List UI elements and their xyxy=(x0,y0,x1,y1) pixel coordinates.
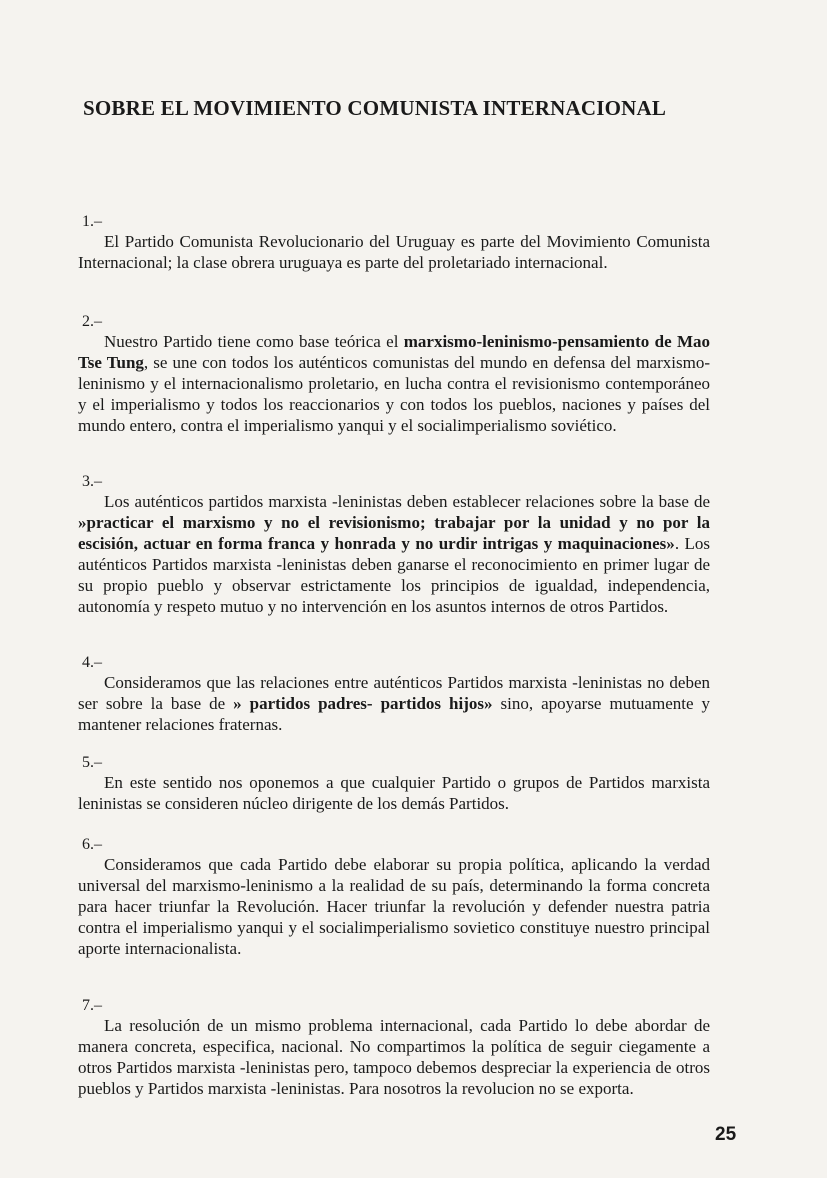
bold-text: »practicar el marxismo y no el revisionismo; trabajar por la unidad y no por la escisión, actuar en forma franca y honrada y no urdir intrigas y maquinaciones» xyxy=(78,513,710,553)
section-2 xyxy=(78,313,710,436)
section-paragraph xyxy=(78,672,710,735)
section-number: 5.– xyxy=(82,754,102,771)
section-paragraph xyxy=(78,772,710,814)
section-number: 4.– xyxy=(82,654,102,671)
text-run: Consideramos que las relaciones entre auténticos Partidos marxista -leninistas no deben ser sobre la base de xyxy=(78,673,710,713)
section-7 xyxy=(78,997,710,1099)
section-number: 6.– xyxy=(82,836,102,853)
text-run: , se une con todos los auténticos comunistas del mundo en defensa del marxismo-leninismo y el internacionalismo proletario, en lucha contra el revisionismo contemporáneo y el imperialismo y todos los reaccionarios y con todos los pueblos, naciones y países del mundo entero, contra el imperialismo yanqui y el socialimperialismo soviético. xyxy=(78,353,710,435)
text-run: Nuestro Partido tiene como base teórica el xyxy=(104,332,404,351)
bold-text: marxismo-leninismo-pensamiento de Mao Tse Tung xyxy=(78,332,710,372)
bold-text: » partidos padres- partidos hijos» xyxy=(233,694,493,713)
text-run: Los auténticos partidos marxista -leninistas deben establecer relaciones sobre la base de xyxy=(104,492,710,511)
section-paragraph xyxy=(78,231,710,273)
section-number: 3.– xyxy=(82,473,102,490)
section-number: 1.– xyxy=(82,213,102,230)
section-paragraph xyxy=(78,854,710,959)
section-paragraph xyxy=(78,331,710,436)
text-run: . Los auténticos Partidos marxista -leninistas deben ganarse el reconocimiento en primer lugar de su propio pueblo y observar estrictamente los principios de igualdad, independencia, autonomía y respeto mutuo y no intervención en los asuntos internos de otros Partidos. xyxy=(78,534,710,616)
section-1 xyxy=(78,213,710,273)
text-run: Consideramos que cada Partido debe elaborar su propia política, aplicando la verdad universal del marxismo-leninismo a la realidad de su país, determinando la forma concreta para hacer triunfar la Revolución. Hacer triunfar la revolución y defender nuestra patria contra el imperialismo yanqui y el socialimperialismo sovietico constituye nuestro principal aporte internacionalista. xyxy=(78,855,710,958)
section-number: 2.– xyxy=(82,313,102,330)
section-paragraph xyxy=(78,1015,710,1099)
section-number: 7.– xyxy=(82,997,102,1014)
section-6 xyxy=(78,836,710,959)
section-3 xyxy=(78,473,710,617)
text-run: El Partido Comunista Revolucionario del Uruguay es parte del Movimiento Comunista Internacional; la clase obrera uruguaya es parte del proletariado internacional. xyxy=(78,232,710,272)
page-number: 25 xyxy=(715,1124,737,1145)
section-5 xyxy=(78,754,710,814)
text-run: sino, apoyarse mutuamente y mantener relaciones fraternas. xyxy=(78,694,711,734)
text-run: La resolución de un mismo problema internacional, cada Partido lo debe abordar de manera concreta, especifica, nacional. No compartimos la política de seguir ciegamente a otros Partidos marxista -leninistas pero, tampoco debemos despreciar la experiencia de otros pueblos y Partidos marxista -leninistas. Para nosotros la revolucion no se exporta. xyxy=(78,1016,710,1098)
text-run: En este sentido nos oponemos a que cualquier Partido o grupos de Partidos marxista leninistas se consideren núcleo dirigente de los demás Partidos. xyxy=(78,773,710,813)
page-title: SOBRE EL MOVIMIENTO COMUNISTA INTERNACIONAL xyxy=(83,96,667,120)
section-paragraph xyxy=(78,491,710,617)
section-4 xyxy=(78,654,710,735)
